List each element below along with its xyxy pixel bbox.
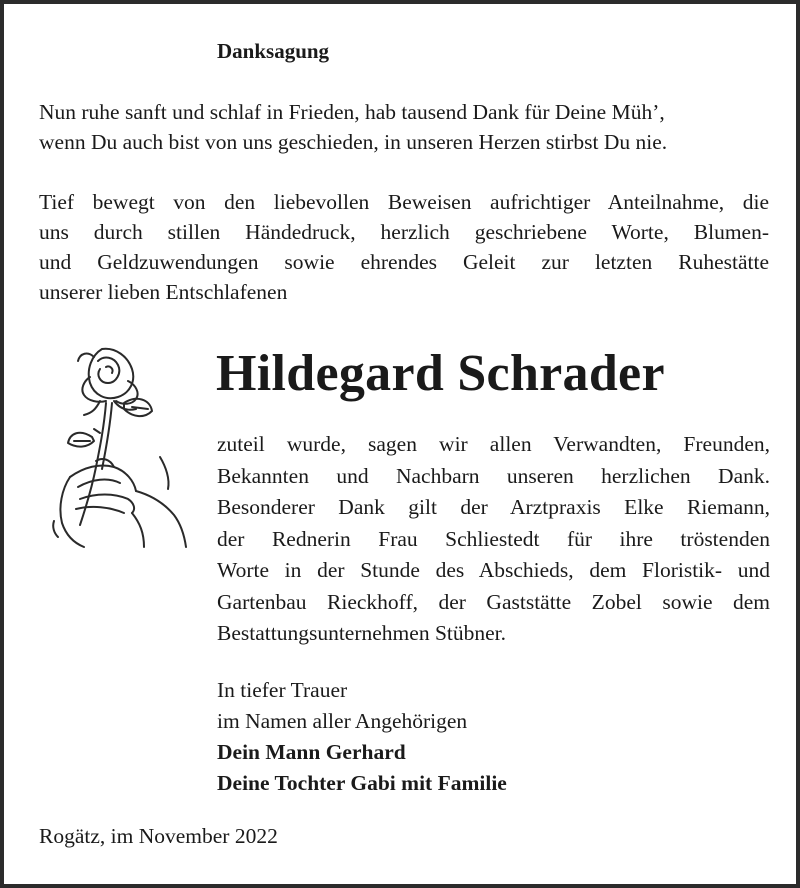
place-date: Rogätz, im November 2022 <box>39 824 278 848</box>
notice-heading: Danksagung <box>217 39 330 63</box>
verse <box>39 97 769 157</box>
signature-block <box>217 675 507 799</box>
thanks-line: der Rednerin Frau Schliestedt für ihre tröstenden <box>217 526 770 551</box>
deceased-name: Hildegard Schrader <box>216 345 665 402</box>
intro-line: und Geldzuwendungen sowie ehrendes Geleit zur letzten Ruhestätte <box>39 250 769 274</box>
thanks-line: Bekannten und Nachbarn unseren herzlichen Dank. <box>217 463 770 488</box>
signatory-daughter: Deine Tochter Gabi mit Familie <box>217 771 507 795</box>
mourning-line: In tiefer Trauer <box>217 678 348 702</box>
thanks-line: zuteil wurde, sagen wir allen Verwandten, Freunden, <box>217 432 770 456</box>
intro-line: unserer lieben Entschlafenen <box>39 280 288 304</box>
thanks-line: Besonderer Dank gilt der Arztpraxis Elke Riemann, <box>217 495 770 519</box>
verse-line: wenn Du auch bist von uns geschieden, in unseren Herzen stirbst Du nie. <box>39 130 668 154</box>
mourning-line: im Namen aller Angehörigen <box>217 709 468 733</box>
thanks-line: Bestattungsunternehmen Stübner. <box>217 621 507 645</box>
thanks-paragraph <box>217 429 770 650</box>
rose-in-hand-icon <box>40 337 190 552</box>
thanks-line: Gartenbau Rieckhoff, der Gaststätte Zobel sowie dem <box>217 589 770 614</box>
intro-paragraph <box>39 187 769 307</box>
verse-line: Nun ruhe sanft und schlaf in Frieden, hab tausend Dank für Deine Müh’, <box>39 100 665 124</box>
intro-line: Tief bewegt von den liebevollen Beweisen aufrichtiger Anteilnahme, die <box>39 190 769 214</box>
thanks-line: Worte in der Stunde des Abschieds, dem Floristik- und <box>217 558 770 582</box>
intro-line: uns durch stillen Händedruck, herzlich geschriebene Worte, Blumen- <box>39 220 769 244</box>
signatory-husband: Dein Mann Gerhard <box>217 740 406 764</box>
